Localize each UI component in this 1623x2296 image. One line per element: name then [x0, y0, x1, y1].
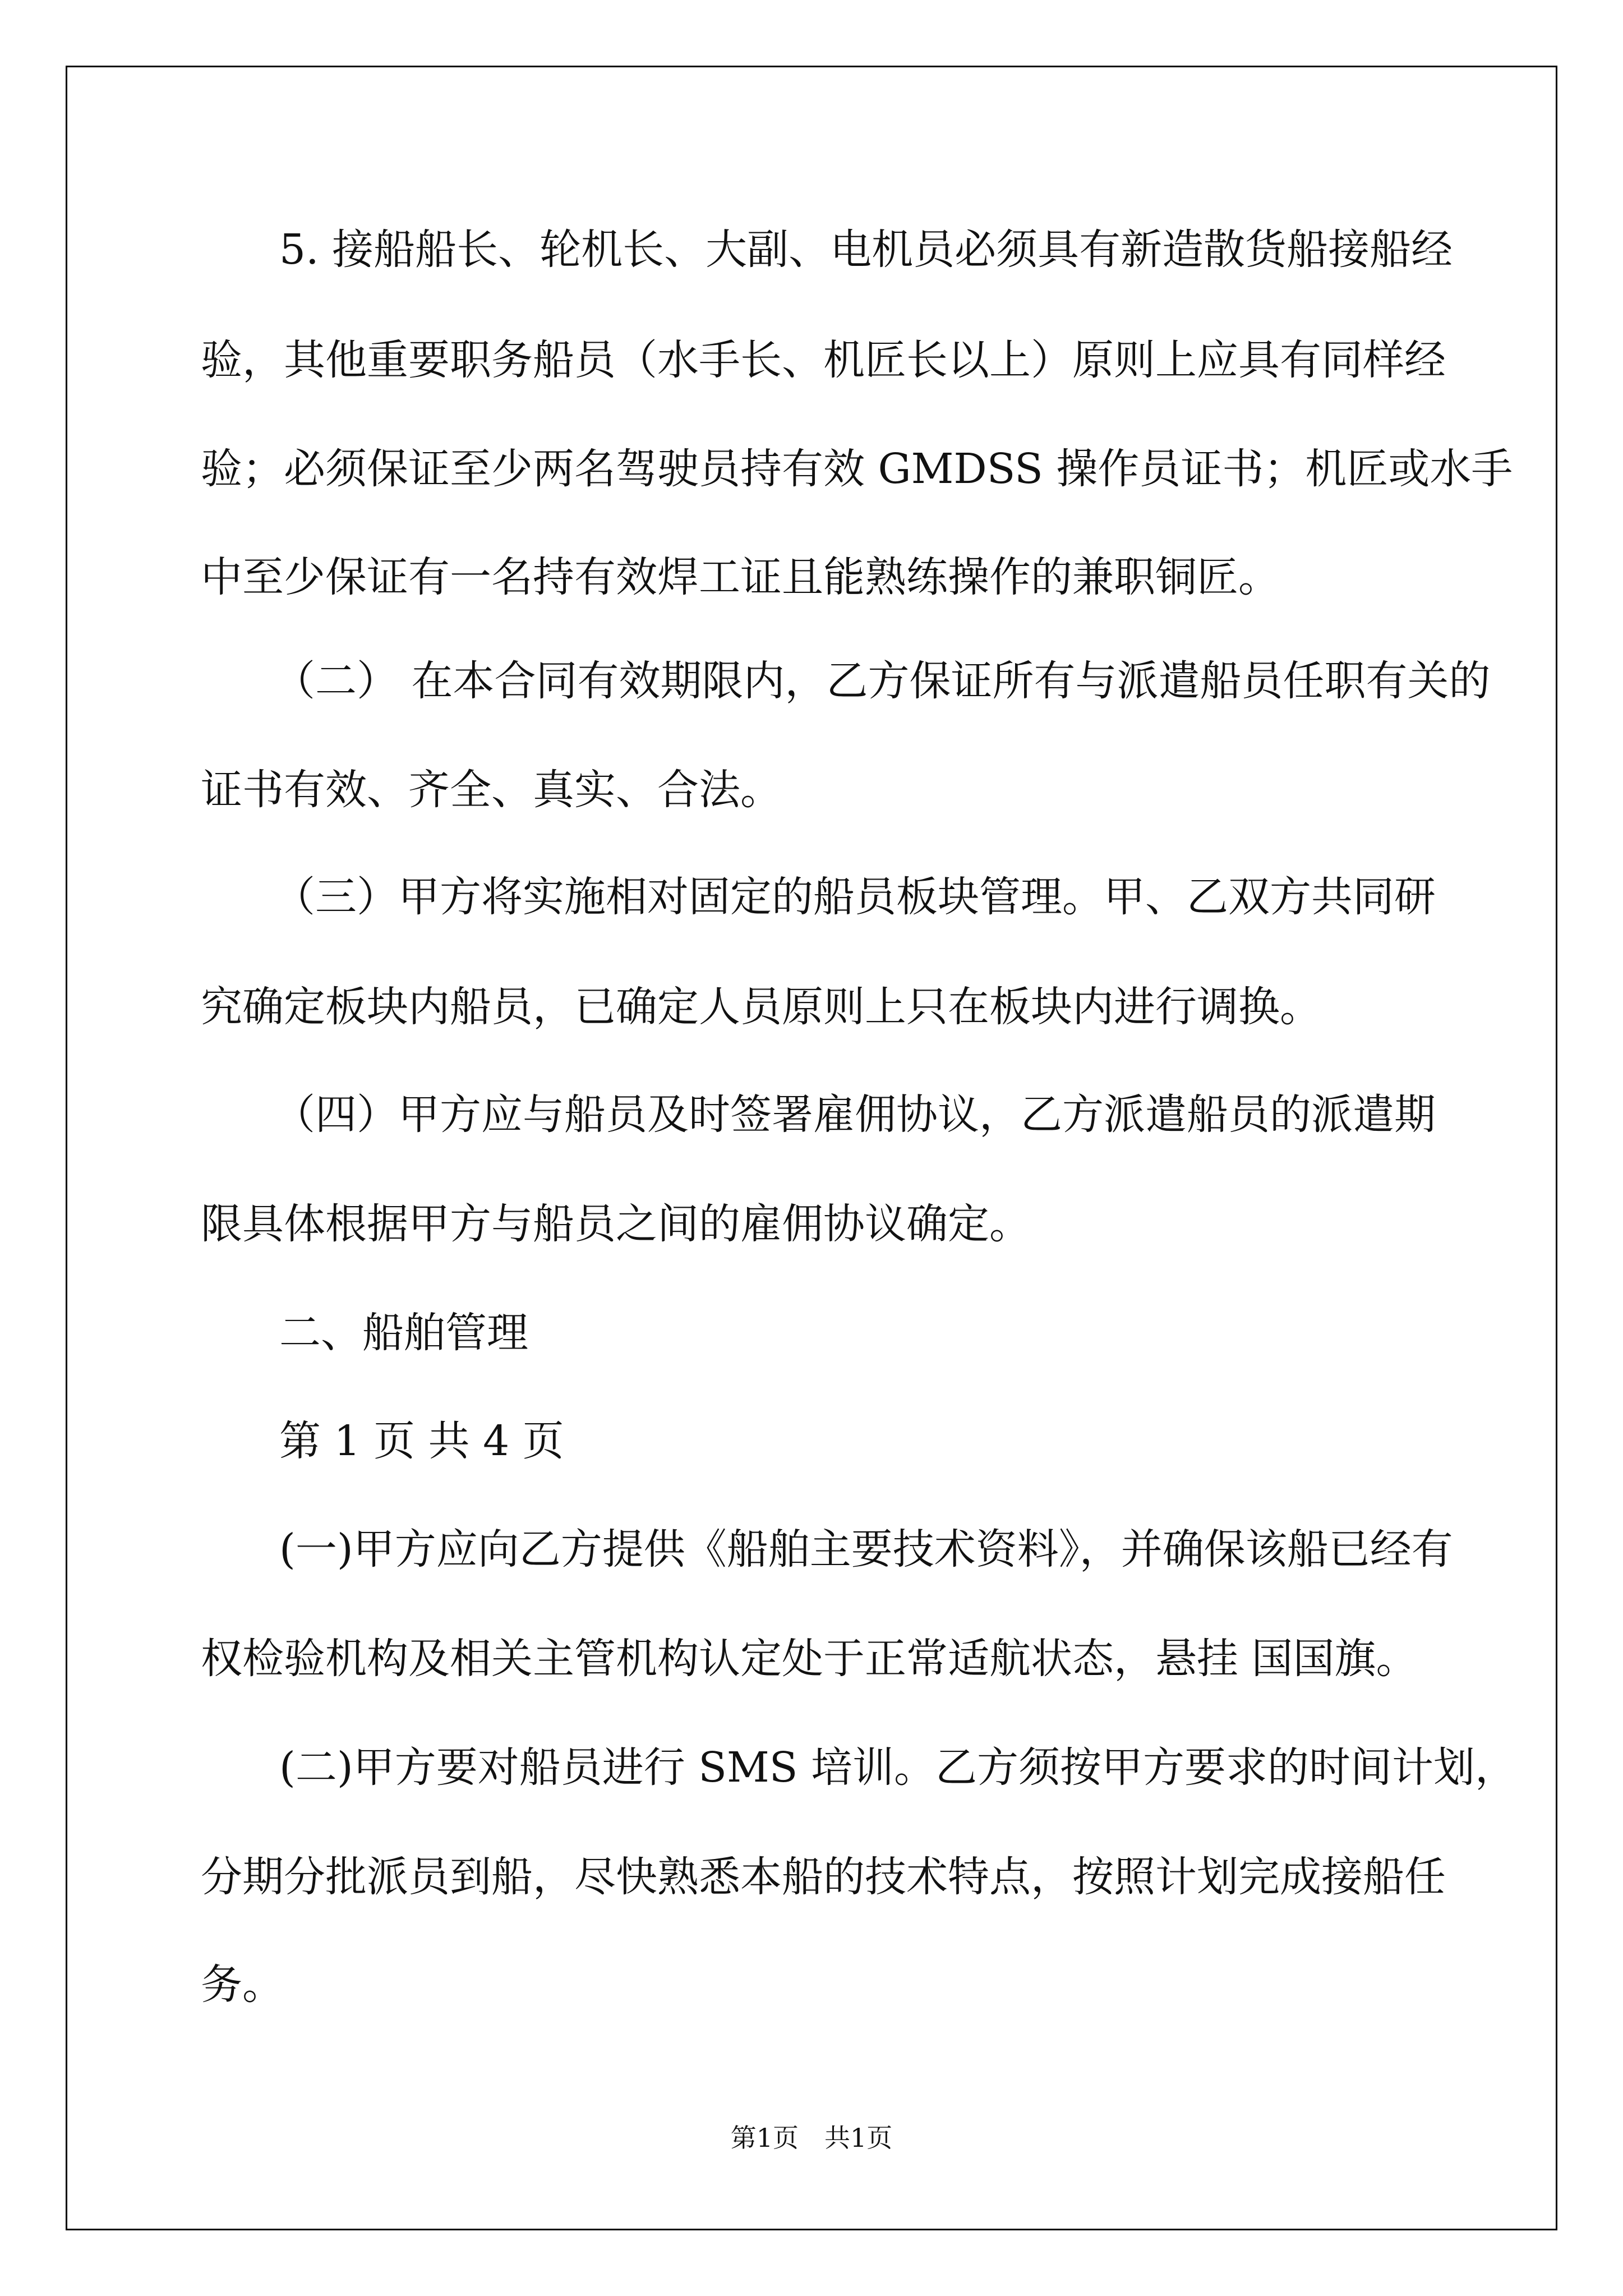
- text-line: 中至少保证有一名持有效焊工证且能熟练操作的兼职铜匠。: [201, 553, 1280, 601]
- text-line: (一)甲方应向乙方提供《船舶主要技术资料》，并确保该船已经有: [279, 1525, 1453, 1573]
- text-line: 5. 接船船长、轮机长、大副、电机员必须具有新造散货船接船经: [279, 226, 1453, 274]
- text-line: 验，其他重要职务船员（水手长、机匠长以上）原则上应具有同样经: [201, 336, 1446, 384]
- text-line: 限具体根据甲方与船员之间的雇佣协议确定。: [201, 1200, 1031, 1248]
- text-line: 究确定板块内船员，已确定人员原则上只在板块内进行调换。: [201, 983, 1321, 1031]
- text-line: （三）甲方将实施相对固定的船员板块管理。甲、乙双方共同研: [274, 873, 1436, 921]
- page-border: [66, 66, 1557, 2230]
- page-footer: 第1页 共1页: [730, 2123, 893, 2153]
- text-line: 验；必须保证至少两名驾驶员持有效 GMDSS 操作员证书；机匠或水手: [201, 445, 1513, 493]
- text-line: 权检验机构及相关主管机构认定处于正常适航状态，悬挂 国国旗。: [201, 1635, 1418, 1683]
- section-heading: 二、船舶管理: [279, 1309, 528, 1357]
- text-line: 证书有效、齐全、真实、合法。: [201, 766, 782, 814]
- text-line: （二） 在本合同有效期限内，乙方保证所有与派遣船员任职有关的: [274, 657, 1491, 705]
- text-line: 务。: [201, 1961, 284, 2009]
- text-line: (二)甲方要对船员进行 SMS 培训。乙方须按甲方要求的时间计划，: [279, 1743, 1516, 1792]
- text-line: （四）甲方应与船员及时签署雇佣协议，乙方派遣船员的派遣期: [274, 1091, 1436, 1139]
- text-line: 分期分批派员到船，尽快熟悉本船的技术特点，按照计划完成接船任: [201, 1853, 1446, 1901]
- inline-page-number: 第 1 页 共 4 页: [279, 1417, 564, 1465]
